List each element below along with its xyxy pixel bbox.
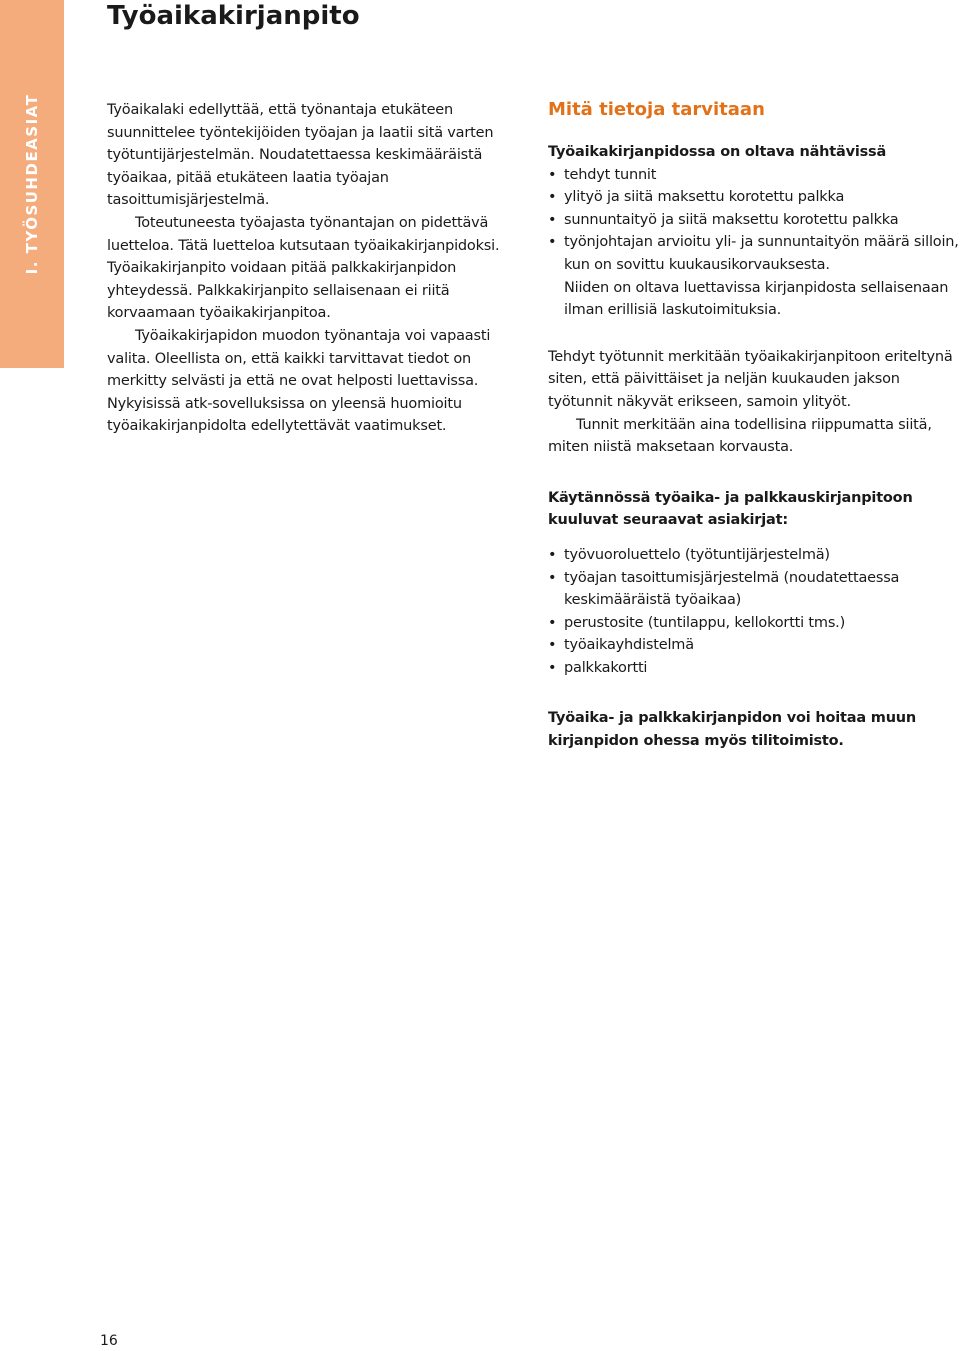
log-paragraph: Toteutuneesta työajasta työnantajan on pidettävä luetteloa. Tätä luetteloa kutsutaan työaikakirjanpidoksi. Työaikakirjanpito voidaan pitää palkkakirjanpidon yhteydessä. Palkkakirjanpito sellaisenaan ei riitä korvaamaan työaikakirjanpitoa. <box>107 214 500 322</box>
actual-hours-paragraph: Tunnit merkitään aina todellisina riippumatta siitä, miten niistä maksetaan korvausta. <box>548 416 932 456</box>
required-info-heading: Työaikakirjanpidossa on oltava nähtävissä <box>548 144 887 160</box>
chapter-label: I. TYÖSUHDEASIAT <box>23 93 41 275</box>
right-column <box>548 97 960 753</box>
list-item: • tehdyt tunnit <box>548 164 960 187</box>
list-item: • työvuoroluettelo (työtuntijärjestelmä) <box>548 544 960 567</box>
list-item: • työaikayhdistelmä <box>548 634 960 657</box>
left-column <box>107 99 507 438</box>
documents-list <box>548 544 960 680</box>
list-item: • perustosite (tuntilappu, kellokortti tms.) <box>548 612 960 635</box>
list-item: • työnjohtajan arvioitu yli- ja sunnuntaityön määrä silloin, kun on sovittu kuukausikorvauksesta. <box>548 231 960 276</box>
documents-heading: Käytännössä työaika- ja palkkauskirjanpitoon kuuluvat seuraavat asiakirjat: <box>548 489 913 529</box>
list-item: • ylityö ja siitä maksettu korotettu palkka <box>548 186 960 209</box>
page-number: 16 <box>100 1333 118 1349</box>
list-item: • sunnuntaityö ja siitä maksettu korotettu palkka <box>548 209 960 232</box>
required-info-list <box>548 164 960 277</box>
intro-paragraph: Työaikalaki edellyttää, että työnantaja etukäteen suunnittelee työntekijöiden työajan ja laatii sitä varten työtuntijärjestelmän. Noudatettaessa keskimääräistä työaikaa, pitää etukäteen laatia työajan tasoittumisjärjestelmä. <box>107 102 494 209</box>
format-paragraph: Työaikakirjapidon muodon työnantaja voi vapaasti valita. Oleellista on, että kaikki tarvittavat tiedot on merkitty selvästi ja että ne ovat helposti luettavissa. Nykyisissä atk-sovelluksissa on yleensä huomioitu työaikakirjanpidolta edellytettävät vaatimukset. <box>107 327 491 435</box>
hours-paragraph: Tehdyt työtunnit merkitään työaikakirjanpitoon eriteltynä siten, että päivittäiset ja neljän kuukauden jakson työtunnit näkyvät erikseen, samoin ylityöt. <box>548 348 953 410</box>
closing-note: Työaika- ja palkkakirjanpidon voi hoitaa muun kirjanpidon ohessa myös tilitoimisto. <box>548 710 917 750</box>
list-item: • palkkakortti <box>548 657 960 680</box>
list-note: Niiden on oltava luettavissa kirjanpidosta sellaisenaan ilman erillisiä laskutoimituksia. <box>564 279 949 319</box>
page-title: Työaikakirjanpito <box>107 1 360 31</box>
list-item: • työajan tasoittumisjärjestelmä (noudatettaessa keskimääräistä työaikaa) <box>548 567 960 612</box>
chapter-side-tab <box>0 0 64 368</box>
section-heading: Mitä tietoja tarvitaan <box>548 99 765 120</box>
